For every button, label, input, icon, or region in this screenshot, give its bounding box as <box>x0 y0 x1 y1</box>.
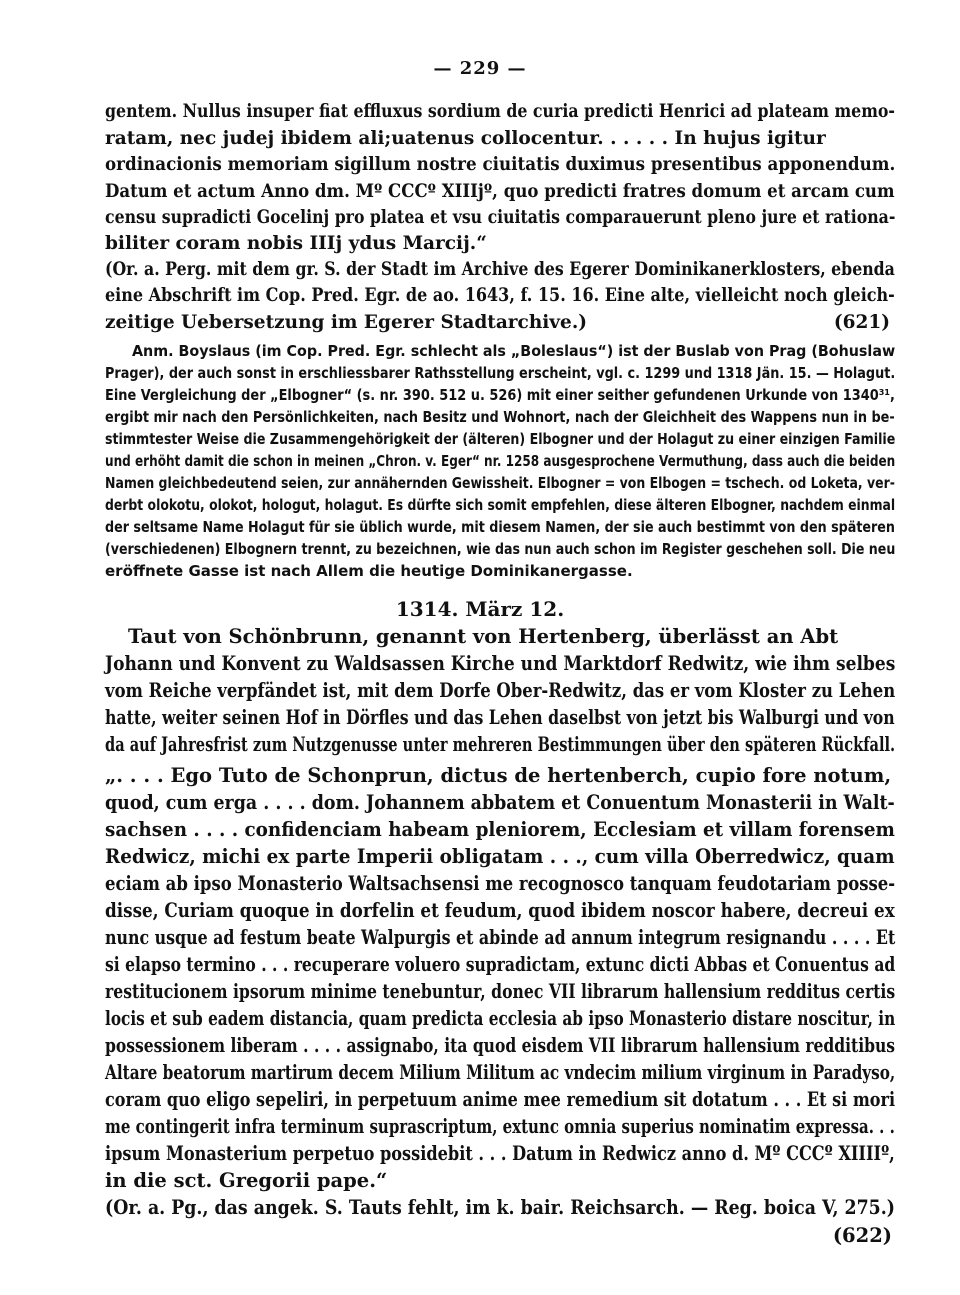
charter-line: coram quo eligo sepeliri, in perpetuum anime mee remedium sit dotatum . . . Et si mori <box>105 1088 896 1111</box>
page-number: — 229 — <box>433 58 527 79</box>
charter-line: restitucionem ipsorum minime tenebuntur, donec VII librarum hallensium redditus certis <box>105 980 896 1003</box>
charter-line: quod, cum erga . . . . dom. Johannem abbatem et Conuentum Monasterii in Walt- <box>105 791 895 814</box>
charter-line: ipsum Monasterium perpetuo possidebit . . . Datum in Redwicz anno d. Mº CCCº XIIIIº, <box>105 1142 895 1165</box>
source-line: (Or. a. Pg., das angek. S. Tauts fehlt, im k. bair. Reichsarch. — Reg. boica V, 275.) <box>105 1196 895 1219</box>
intro-line: censu supradicti Gocelinj pro platea et vsu ciuitatis comparauerunt pleno jure et rationa- <box>105 207 896 228</box>
note-line: Namen gleichbedeutend seien, zur annähernden Gewissheit. Elbogner = von Elbogen = tschech. od Loketa, ver- <box>105 474 895 492</box>
document-number-622: (622) <box>832 1224 892 1247</box>
intro-line: ratam, nec judej ibidem ali;uatenus collocentur. . . . . . In hujus igitur <box>105 128 826 149</box>
charter-line: locis et sub eadem distancia, quam predicta ecclesia ab ipso Monasterio distare noscitur, in <box>105 1007 896 1030</box>
intro-line: ordinacionis memoriam sigillum nostre ciuitatis duximus presentibus apponendum. <box>105 154 896 175</box>
charter-line: me contingerit infra terminum suprascriptum, extunc omnia superius nominatim expressa. . . <box>105 1115 895 1138</box>
summary-line: hatte, weiter seinen Hof in Dörfles und das Lehen daselbst von jetzt bis Walburgi und von <box>105 706 895 729</box>
charter-line: Altare beatorum martirum decem Milium Militum ac vndecim milium virginum in Paradyso, <box>105 1061 896 1084</box>
note-line: Eine Vergleichung der „Elbogner“ (s. nr. 390. 512 u. 526) mit einer seither gefundenen Urkunde von 1340³¹, <box>105 386 895 404</box>
note-line: der seltsame Name Holagut für sie üblich wurde, mit diesem Namen, der sie auch bestimmt von den späteren <box>105 518 895 536</box>
note-line: Anm. Boyslaus (im Cop. Pred. Egr. schlecht als „Boleslaus“) ist der Buslab von Prag (Bohuslaw <box>132 342 896 360</box>
charter-line: possessionem liberam . . . . assignabo, ita quod eisdem VII librarum hallensium redditibus <box>105 1034 896 1057</box>
summary-line: da auf Jahresfrist zum Nutzgenusse unter mehreren Bestimmungen über den späteren Rückfall. <box>105 733 896 756</box>
charter-line: si elapso termino . . . recuperare voluero supradictam, extunc dicti Abbas et Conuentus ad <box>105 953 896 976</box>
charter-line: nunc usque ad festum beate Walpurgis et abinde ad annum integrum resignandu . . . . Et <box>105 926 896 949</box>
source-line: eine Abschrift im Cop. Pred. Egr. de ao. 1643, f. 15. 16. Eine alte, vielleicht noch gleich- <box>105 285 895 306</box>
charter-line: disse, Curiam quoque in dorfelin et feudum, quod ibidem noscor habere, decreui ex <box>105 899 895 922</box>
charter-line: sachsen . . . . confidenciam habeam pleniorem, Ecclesiam et villam forensem <box>105 818 895 841</box>
source-line: (Or. a. Perg. mit dem gr. S. der Stadt im Archive des Egerer Dominikanerklosters, ebenda <box>105 259 895 280</box>
note-line: stimmtester Weise die Zusammengehörigkeit der (älteren) Elbogner und der Holagut zu einer einzigen Familie <box>105 430 896 448</box>
charter-line: „. . . . Ego Tuto de Schonprun, dictus de hertenberch, cupio fore notum, <box>105 764 892 787</box>
note-line: ergibt mir nach den Persönlichkeiten, nach Besitz und Wohnort, nach der Gleichheit des Wappens nun in be- <box>105 408 895 426</box>
document-number-621: (621) <box>833 312 890 333</box>
note-line: Prager), der auch sonst in erschliessbarer Rathsstellung erscheint, vgl. c. 1299 und 1318 Jän. 15. — Holagut. <box>105 364 896 382</box>
charter-line: eciam ab ipso Monasterio Waltsachsensi me recognosco tanquam feudotariam posse- <box>105 872 896 895</box>
summary-line: vom Reiche verpfändet ist, mit dem Dorfe Ober-Redwitz, das er vom Kloster zu Lehen <box>105 679 896 702</box>
note-line: (verschiedenen) Elbognern trennt, zu bezeichnen, wie das nun auch schon im Register geschehen soll. Die neu <box>105 540 896 558</box>
charter-line: Redwicz, michi ex parte Imperii obligatam . . ., cum villa Oberredwicz, quam <box>105 845 895 868</box>
intro-line: gentem. Nullus insuper fiat effluxus sordium de curia predicti Henrici ad plateam memo- <box>105 101 895 122</box>
note-line: eröffnete Gasse ist nach Allem die heutige Dominikanergasse. <box>105 562 633 580</box>
intro-line: biliter coram nobis IIIj ydus Marcij.“ <box>105 233 487 254</box>
summary-line: Taut von Schönbrunn, genannt von Hertenberg, überlässt an Abt <box>128 625 839 648</box>
note-line: derbt olokotu, olokot, hologut, holagut. Es dürfte sich somit empfehlen, diese älteren Elbogner, nachdem einmal <box>105 496 896 514</box>
charter-line: in die sct. Gregorii pape.“ <box>105 1169 388 1192</box>
intro-line: Datum et actum Anno dm. Mº CCCº XIIIjº, quo predicti fratres domum et arcam cum <box>105 181 895 202</box>
charter-heading: 1314. März 12. <box>395 597 565 621</box>
source-line: zeitige Uebersetzung im Egerer Stadtarchive.) <box>105 312 588 333</box>
summary-line: Johann und Konvent zu Waldsassen Kirche und Marktdorf Redwitz, wie ihm selbes <box>105 652 896 675</box>
note-line: und erhöht damit die schon in meinen „Chron. v. Eger“ nr. 1258 ausgesprochene Vermuthung, dass auch die beiden <box>105 452 896 470</box>
